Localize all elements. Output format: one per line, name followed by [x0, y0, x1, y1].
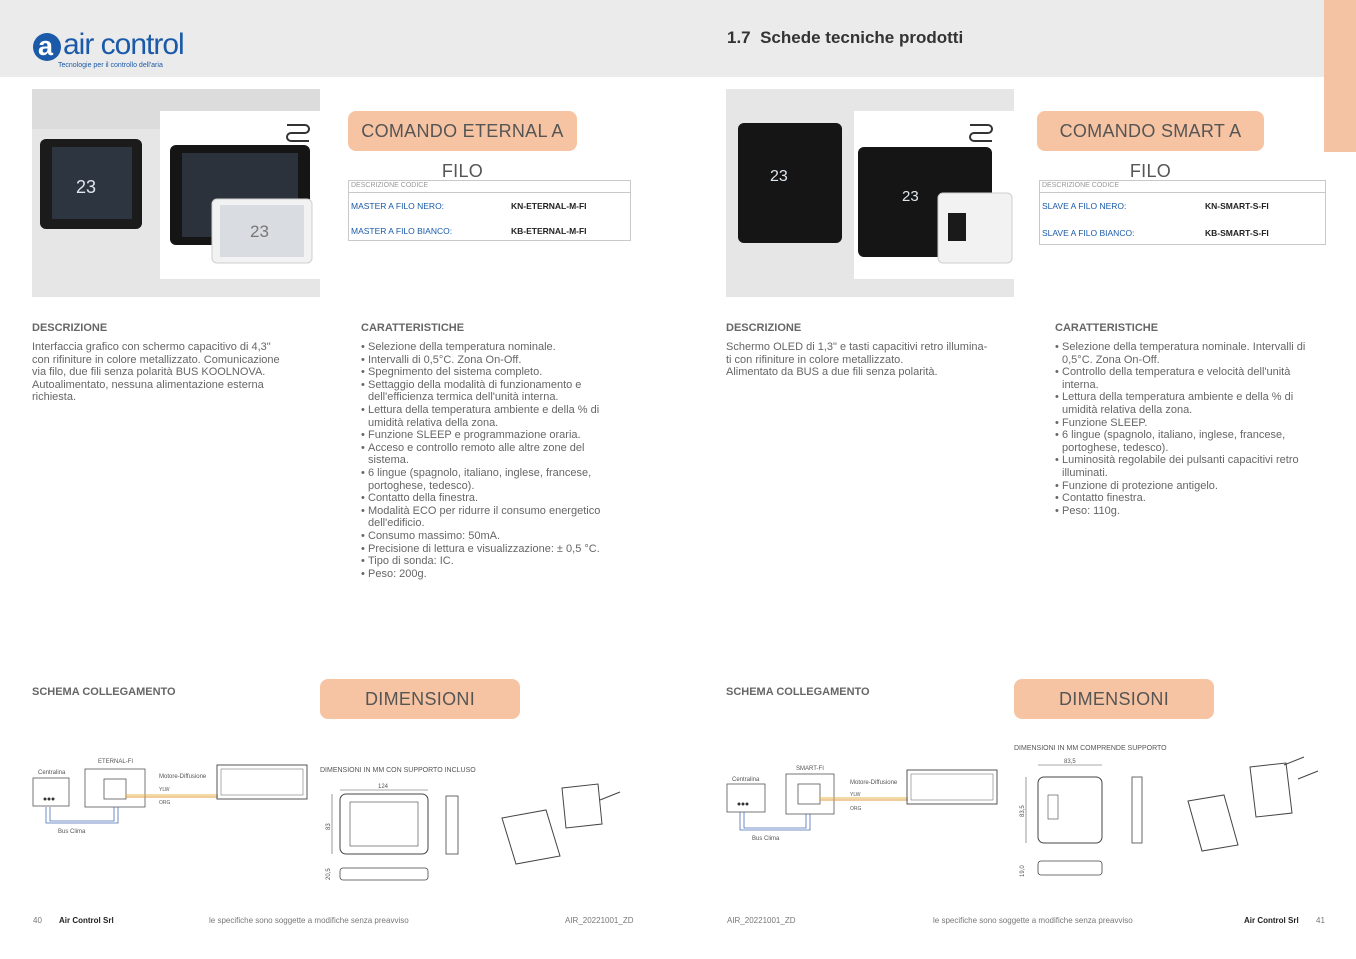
list-item: • Selezione della temperatura nominale.: [361, 341, 619, 354]
dim-depth-label: 19,0: [1020, 865, 1026, 877]
eternal-features-heading: CARATTERISTICHE: [361, 322, 465, 334]
eternal-code-table: [348, 180, 631, 241]
code-label: MASTER A FILO NERO:: [351, 201, 445, 211]
dim-height-label: 83: [326, 823, 332, 830]
wiring-motor-label: Motore-Diffusione: [850, 780, 898, 786]
code-value: KN-ETERNAL-M-FI: [511, 201, 587, 211]
left-footer-page: 40: [33, 916, 42, 925]
wiring-ylw-label: YLW: [159, 787, 170, 793]
smart-title-pill: [1037, 111, 1264, 181]
smart-code-table: [1039, 180, 1326, 245]
list-item: • Tipo di sonda: IC.: [361, 555, 619, 568]
smart-wiring-diagram: [724, 760, 1009, 845]
list-item: • 6 lingue (spagnolo, italiano, inglese, francese, portoghese, tedesco).: [361, 467, 619, 492]
eternal-photo-illustration: [32, 89, 320, 297]
description-line: con rifiniture in colore metallizzato. Comunicazione: [32, 353, 280, 366]
eternal-wiring-diagram: [28, 755, 318, 840]
description-line: Interfaccia grafico con schermo capacitivo di 4,3": [32, 341, 271, 353]
list-item: • Settaggio della modalità di funzionamento e dell'efficienza termica dell'unità interna.: [361, 379, 619, 404]
eternal-table-header: DESCRIZIONE CODICE: [349, 181, 630, 193]
description-line: Alimentato da BUS a due fili senza polarità.: [726, 366, 938, 379]
list-item: • Funzione SLEEP.: [1055, 417, 1321, 430]
smart-schema-heading: SCHEMA COLLEGAMENTO: [726, 686, 870, 698]
smart-table-header: DESCRIZIONE CODICE: [1040, 181, 1325, 193]
code-value: KB-SMART-S-FI: [1205, 228, 1269, 238]
list-item: • Peso: 200g.: [361, 568, 619, 581]
wiring-ylw-label: YLW: [850, 792, 861, 798]
list-item: • Controllo della temperatura e velocità dell'unità interna.: [1055, 366, 1321, 391]
list-item: • Contatto della finestra.: [361, 492, 619, 505]
logo-text: air control: [63, 28, 184, 61]
left-footer-company: Air Control Srl: [59, 916, 114, 925]
list-item: • Luminosità regolabile dei pulsanti capacitivi retro illuminati.: [1055, 454, 1321, 479]
code-label: SLAVE A FILO BIANCO:: [1042, 228, 1135, 238]
list-item: • Selezione della temperatura nominale. Intervalli di 0,5°C. Zona On-Off.: [1055, 341, 1321, 366]
logo-a-letter: a: [38, 31, 54, 61]
dim-width-label: 124: [378, 784, 389, 790]
list-item: • Funzione SLEEP e programmazione oraria.: [361, 429, 619, 442]
eternal-description: [32, 341, 302, 404]
description-line: richiesta.: [32, 391, 77, 404]
eternal-title: COMANDO ETERNAL A FILO: [361, 121, 564, 181]
smart-title: COMANDO SMART A FILO: [1059, 121, 1242, 181]
smart-photo-temp-2: 23: [902, 188, 919, 205]
right-footer-code: AIR_20221001_ZD: [727, 916, 796, 925]
eternal-photo-temp-2: 23: [250, 222, 269, 241]
list-item: • Contatto finestra.: [1055, 492, 1321, 505]
page-header: [0, 0, 1356, 77]
table-row: [1040, 220, 1325, 247]
smart-photo-temp-1: 23: [770, 168, 788, 185]
description-line: ti con rifiniture in colore metallizzato.: [726, 353, 904, 366]
list-item: • Intervalli di 0,5°C. Zona On-Off.: [361, 354, 619, 367]
code-label: MASTER A FILO BIANCO:: [351, 226, 453, 236]
wiring-org-label: ORG: [159, 800, 171, 806]
wiring-motor-label: Motore-Diffusione: [159, 774, 207, 780]
list-item: • Peso: 110g.: [1055, 505, 1321, 518]
eternal-description-heading: DESCRIZIONE: [32, 322, 108, 334]
wiring-central-label: Centralina: [732, 777, 760, 783]
list-item: • Precisione di lettura e visualizzazione: ± 0,5 °C.: [361, 543, 619, 556]
smart-dimensions-pill: [1014, 679, 1214, 719]
eternal-dimension-drawing: [320, 778, 650, 884]
code-label: SLAVE A FILO NERO:: [1042, 201, 1127, 211]
table-row: [349, 193, 630, 218]
list-item: • Funzione di protezione antigelo.: [1055, 480, 1321, 493]
code-value: KB-ETERNAL-M-FI: [511, 226, 587, 236]
section-title: [727, 28, 963, 48]
list-item: • Acceso e controllo remoto alle altre zone del sistema.: [361, 442, 619, 467]
list-item: • Spegnimento del sistema completo.: [361, 366, 619, 379]
description-line: via filo, due fili senza polarità BUS KOOLNOVA.: [32, 366, 266, 379]
wiring-central-label: Centralina: [38, 770, 66, 776]
description-line: Autoalimentato, nessuna alimentazione esterna: [32, 378, 264, 391]
dim-depth-label: 20,5: [326, 868, 332, 880]
code-value: KN-SMART-S-FI: [1205, 201, 1269, 211]
section-title-text: Schede tecniche prodotti: [760, 28, 964, 47]
list-item: • 6 lingue (spagnolo, italiano, inglese, francese, portoghese, tedesco).: [1055, 429, 1321, 454]
list-item: • Lettura della temperatura ambiente e della % di umidità relativa della zona.: [1055, 391, 1321, 416]
smart-photo-illustration: [726, 89, 1014, 297]
smart-dimension-drawing: [1012, 755, 1332, 885]
eternal-product-photo: [32, 89, 320, 297]
left-footer-code: AIR_20221001_ZD: [565, 916, 634, 925]
right-footer-page: 41: [1316, 916, 1325, 925]
logo-tagline: Tecnologie per il controllo dell'aria: [58, 62, 163, 69]
wiring-bus-label: Bus Clima: [752, 836, 780, 842]
eternal-features-list: [361, 341, 619, 580]
description-line: Schermo OLED di 1,3" e tasti capacitivi retro illumina-: [726, 341, 988, 353]
table-row: [1040, 193, 1325, 220]
wiring-bus-label: Bus Clima: [58, 829, 86, 835]
table-row: [349, 218, 630, 243]
section-number: 1.7: [727, 28, 751, 47]
eternal-title-pill: [348, 111, 577, 181]
smart-product-photo: [726, 89, 1014, 297]
side-tab-accent: [1324, 0, 1356, 152]
eternal-dimensions-pill: [320, 679, 520, 719]
smart-features-heading: CARATTERISTICHE: [1055, 322, 1159, 334]
wiring-device-label: ETERNAL-FI: [98, 759, 134, 765]
right-footer-note: le specifiche sono soggette a modifiche senza preavviso: [933, 916, 1133, 925]
dim-width-label: 83,5: [1064, 759, 1076, 765]
smart-description-heading: DESCRIZIONE: [726, 322, 802, 334]
dimensions-title: DIMENSIONI: [1058, 689, 1169, 709]
smart-features-list: [1055, 341, 1321, 517]
smart-description: [726, 341, 1001, 379]
list-item: • Modalità ECO per ridurre il consumo energetico dell'edificio.: [361, 505, 619, 530]
list-item: • Lettura della temperatura ambiente e della % di umidità relativa della zona.: [361, 404, 619, 429]
dim-height-label: 83,5: [1020, 805, 1026, 817]
right-footer-company: Air Control Srl: [1244, 916, 1299, 925]
eternal-dims-note: DIMENSIONI IN MM CON SUPPORTO INCLUSO: [320, 767, 476, 774]
list-item: • Consumo massimo: 50mA.: [361, 530, 619, 543]
dimensions-title: DIMENSIONI: [364, 689, 475, 709]
left-footer-note: le specifiche sono soggette a modifiche senza preavviso: [209, 916, 409, 925]
wiring-device-label: SMART-FI: [796, 766, 824, 772]
eternal-photo-temp-1: 23: [76, 177, 97, 197]
wiring-org-label: ORG: [850, 806, 862, 812]
eternal-schema-heading: SCHEMA COLLEGAMENTO: [32, 686, 176, 698]
smart-dims-note: DIMENSIONI IN MM COMPRENDE SUPPORTO: [1014, 745, 1167, 752]
